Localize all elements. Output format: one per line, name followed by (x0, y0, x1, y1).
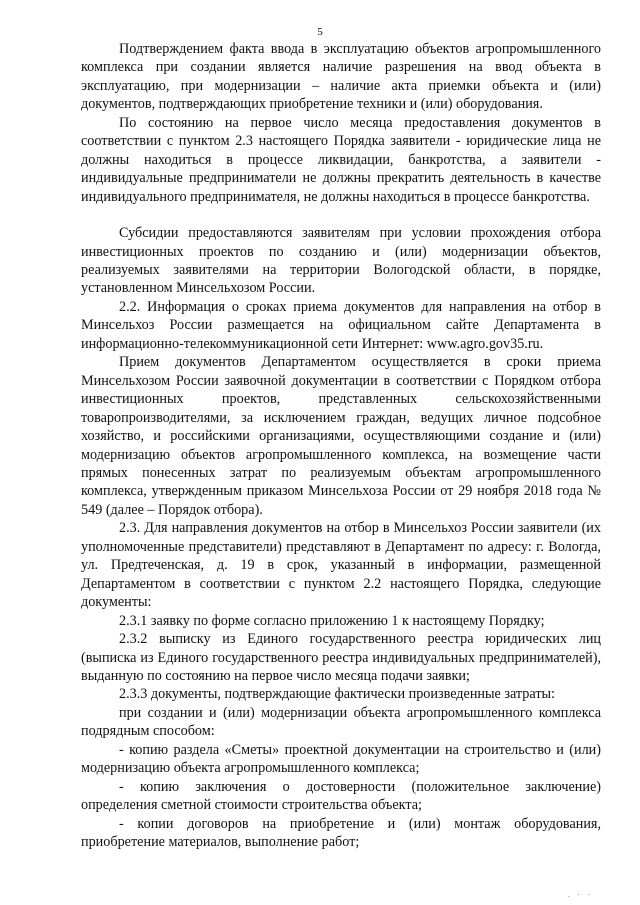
paragraph-commissioning: Подтверждением факта ввода в эксплуатацию объектов агропромышленного комплекса при создании является наличие разрешения на ввод объекта в эксплуатацию, при модернизации – наличие акта приемки объекта и (или) документов, подтверждающих приобретение техники и (или) оборудования. (81, 41, 601, 113)
paragraph-document-reception: Прием документов Департаментом осуществляется в сроки приема Минсельхозом России заявочной документации в соответствии с Порядком отбора инвестиционных проектов, представленных сельскохозяйственными товаропроизводителями, за исключением граждан, ведущих личное подсобное хозяйство, и российскими организациями, осуществляющими создание и (или) модернизацию объектов агропромышленного комплекса, на возмещение части прямых понесенных затрат по реализуемым объектам агропромышленного комплекса, утвержденным приказом Минсельхоза России от 29 ноября 2018 года № 549 (далее – Порядок отбора). (81, 354, 601, 518)
paragraph-2-3-2: 2.3.2 выписку из Единого государственного реестра юридических лиц (выписка из Единого государственного реестра индивидуальных предпринимателей), выданную по состоянию на первое число месяца подачи заявки; (81, 631, 601, 684)
paragraph-contract-method: при создании и (или) модернизации объекта агропромышленного комплекса подрядным способом: (81, 704, 601, 740)
list-item-estimate-copy: - копию раздела «Сметы» проектной документации на строительство и (или) модернизацию объекта агропромышленного комплекса; (81, 741, 601, 777)
scan-marks: . · · (568, 891, 593, 899)
page-number: 5 (317, 26, 323, 38)
paragraph-applicant-status: По состоянию на первое число месяца предоставления документов в соответствии с пунктом 2.3 настоящего Порядка заявители - юридические лица не должны находиться в процессе ликвидации, банкротства, а заявители - индивидуальные предприниматели не должны прекратить деятельность в качестве индивидуального предпринимателя, не должны находиться в процессе банкротства. (81, 114, 601, 205)
paragraph-2-2: 2.2. Информация о сроках приема документов для направления на отбор в Минсельхоз России размещается на официальном сайте Департамента в информационно-телекоммуникационной сети Интернет: www.agro.gov35.ru. (81, 298, 601, 352)
document-body (81, 40, 601, 851)
paragraph-subsidy-condition: Субсидии предоставляются заявителям при условии прохождения отбора инвестиционных проектов по созданию и (или) модернизации объектов, реализуемых заявителями на территории Вологодской области, в порядке, установленном Минсельхозом России. (81, 225, 601, 297)
paragraph-2-3: 2.3. Для направления документов на отбор в Минсельхоз России заявители (их уполномоченные представители) представляют в Департамент по адресу: г. Вологда, ул. Предтеченская, д. 19 в срок, указанный в информации, размещенной Департаментом в соответствии с пунктом 2.2 настоящего Порядка, следующие документы: (81, 520, 601, 611)
list-item-contracts-copy: - копии договоров на приобретение и (или) монтаж оборудования, приобретение материалов, выполнение работ; (81, 815, 601, 851)
paragraph-2-3-3: 2.3.3 документы, подтверждающие фактически произведенные затраты: (119, 686, 555, 703)
list-item-conclusion-copy: - копию заключения о достоверности (положительное заключение) определения сметной стоимости строительства объекта; (81, 778, 601, 814)
paragraph-2-3-1: 2.3.1 заявку по форме согласно приложению 1 к настоящему Порядку; (119, 612, 545, 629)
